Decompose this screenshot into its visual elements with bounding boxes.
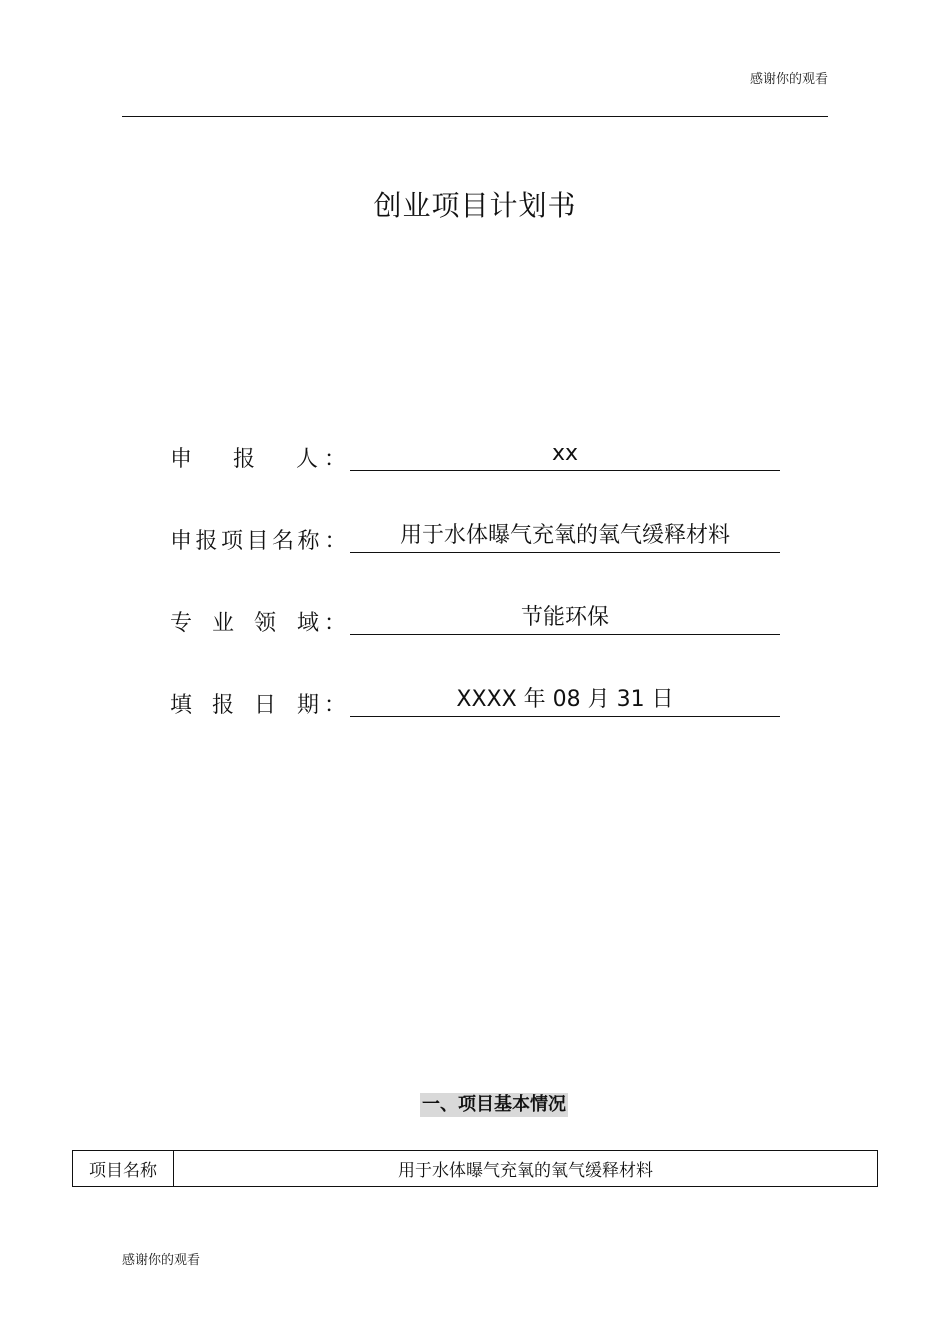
table-key-cell: 项目名称 — [73, 1151, 174, 1187]
field-label-project-name: 申 报 项 目 名 称 ： — [170, 529, 347, 554]
table-value-cell: 用于水体曝气充氧的氧气缓释材料 — [174, 1151, 878, 1187]
table-row — [73, 1151, 878, 1187]
field-value-applicant: xx — [350, 440, 780, 471]
page-footer-text: 感谢你的观看 — [122, 1253, 201, 1268]
section-heading: 一、项目基本情况 — [422, 1094, 566, 1115]
document-title: 创业项目计划书 — [373, 189, 577, 222]
field-value-project-name: 用于水体曝气充氧的氧气缓释材料 — [350, 522, 780, 553]
field-label-applicant: 申 报 人 ： — [170, 447, 347, 472]
field-value-date: XXXX 年 08 月 31 日 — [350, 686, 780, 717]
field-value-field: 节能环保 — [350, 604, 780, 635]
page-header-text: 感谢你的观看 — [749, 72, 828, 87]
field-label-field: 专 业 领 域 ： — [170, 611, 347, 636]
field-label-date: 填 报 日 期 ： — [170, 693, 347, 718]
header-rule — [122, 116, 828, 117]
project-info-table — [72, 1150, 878, 1187]
